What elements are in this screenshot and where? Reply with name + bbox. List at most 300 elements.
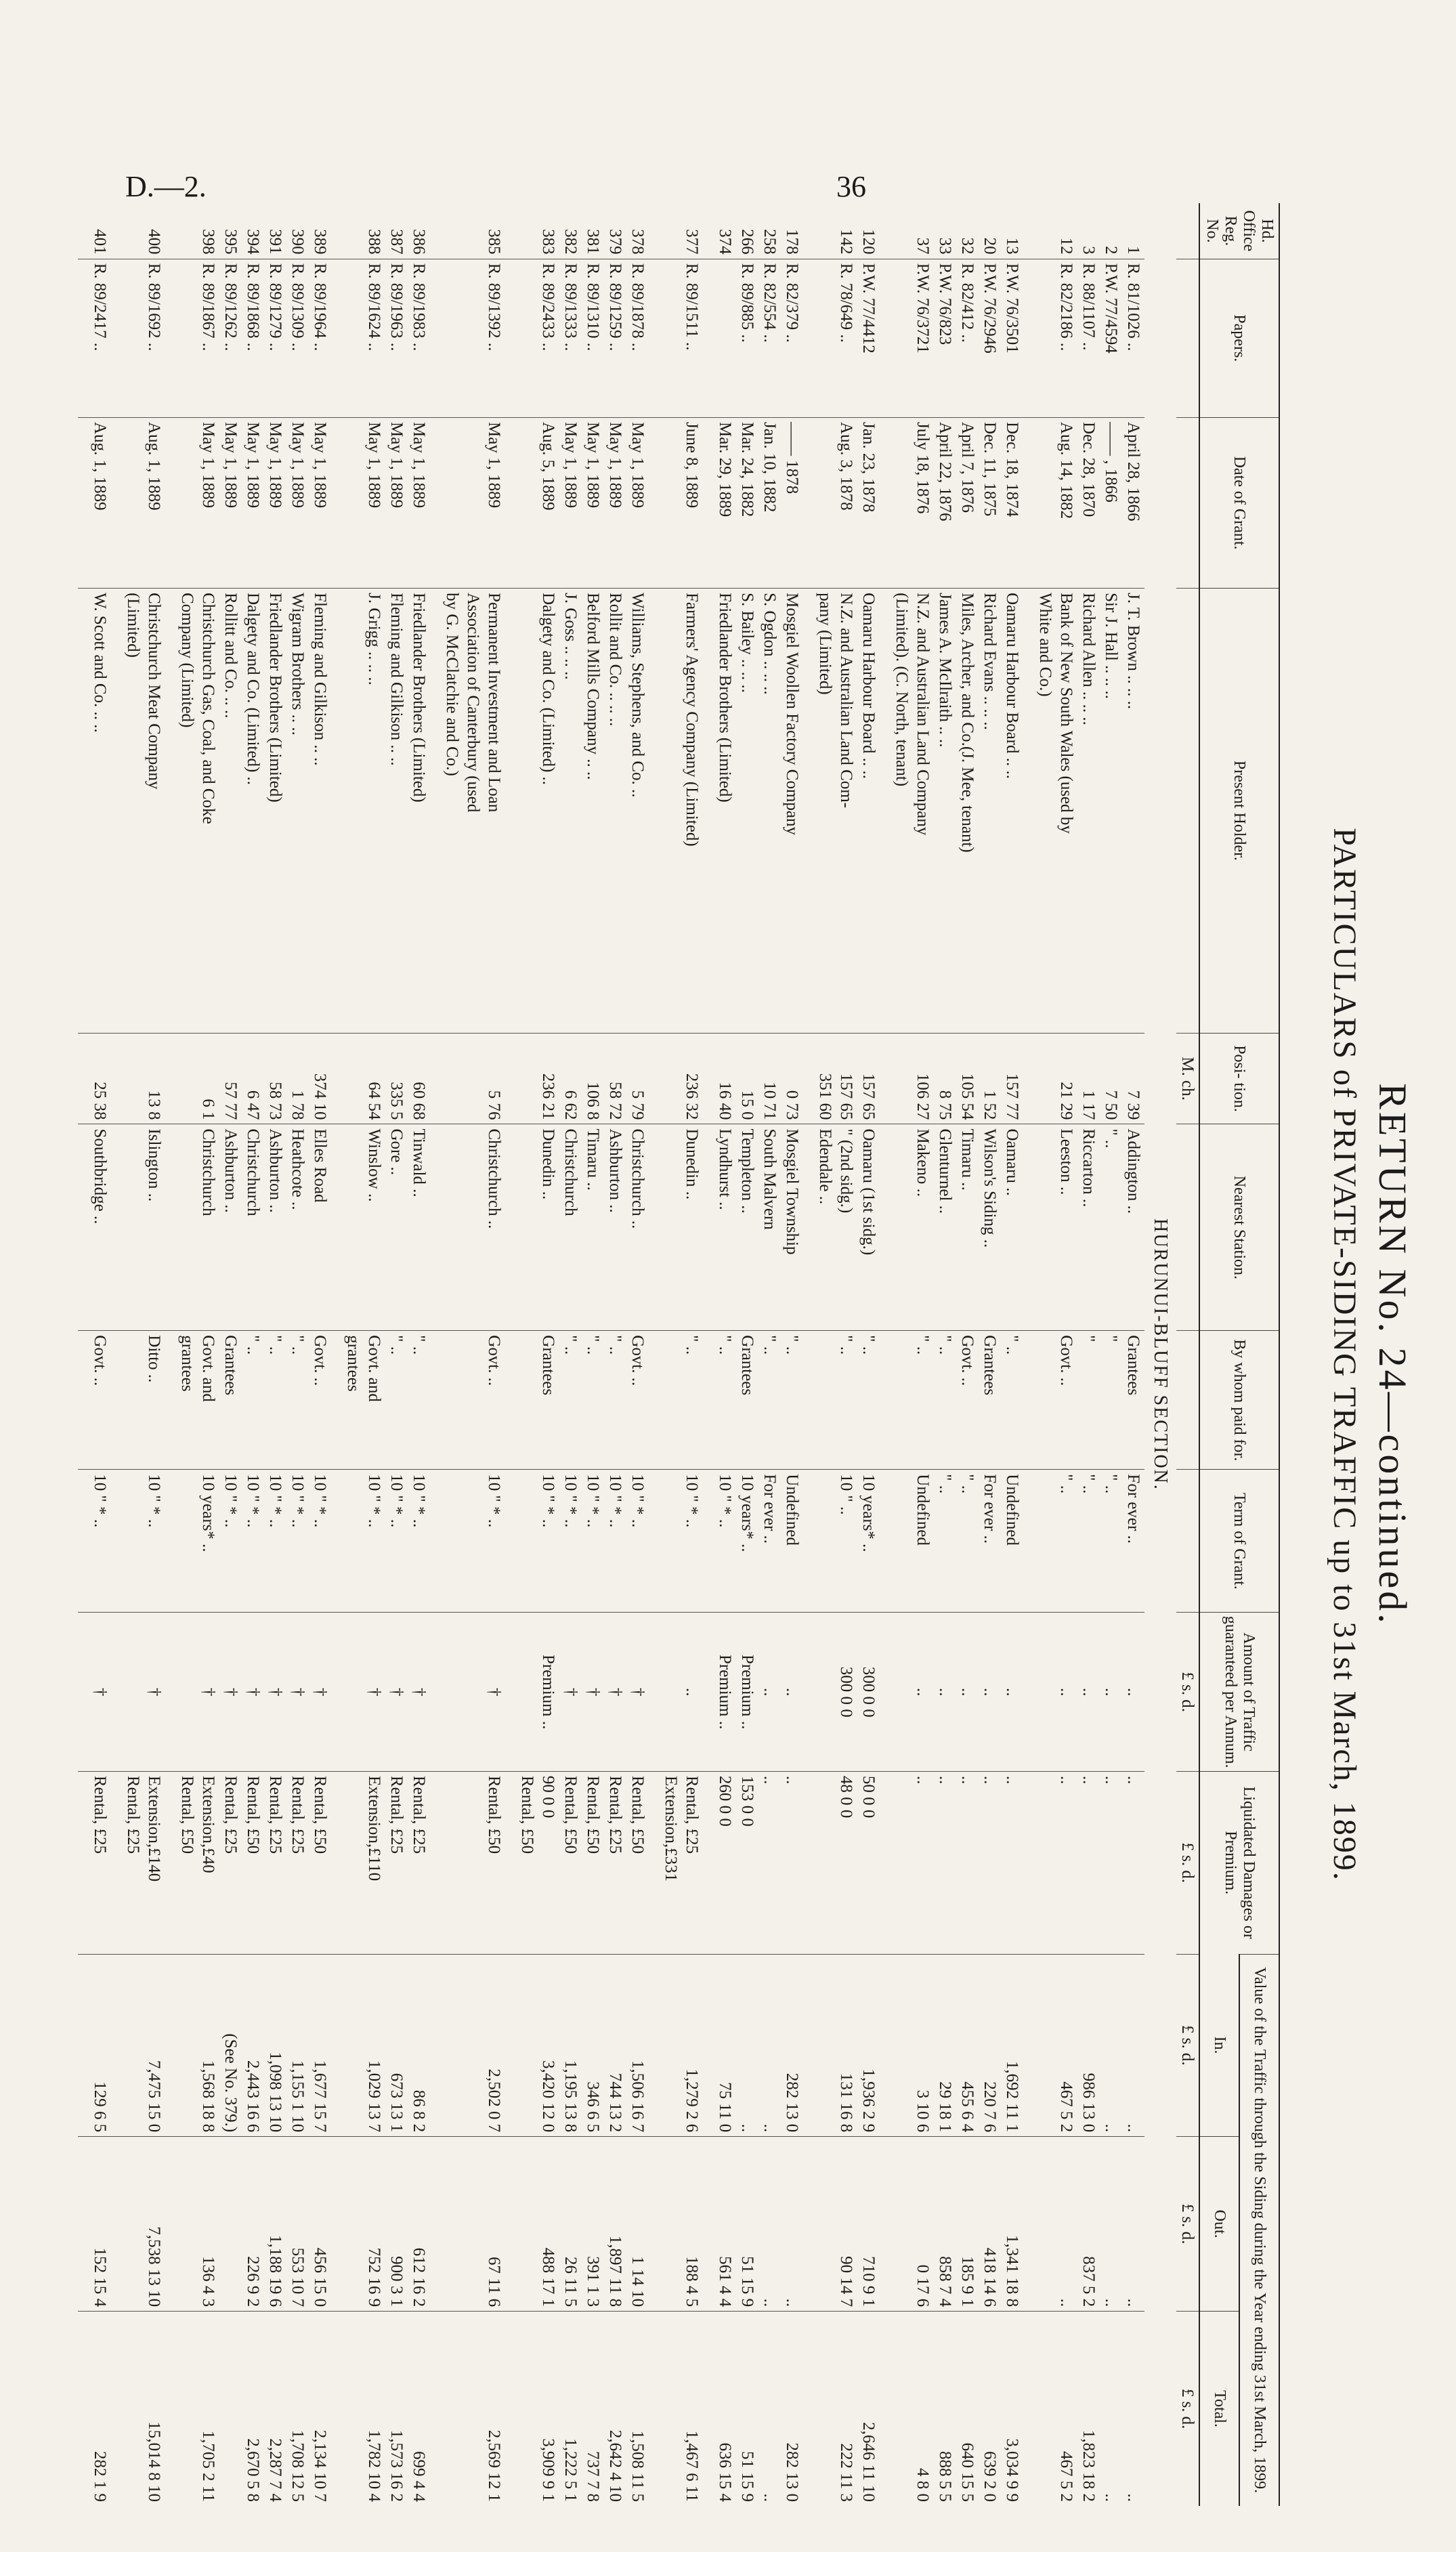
cell-paid-by: [264, 1331, 286, 1470]
cell-paid-by: [979, 1331, 1001, 1470]
cell-line: " ..: [716, 1335, 734, 1355]
spacer-cell: [649, 203, 660, 259]
cell-term: [264, 1470, 286, 1613]
cell-damages: [660, 1771, 703, 1954]
cell-line: 188 4 5: [683, 2256, 701, 2308]
col-position: Posi- tion.: [1199, 1033, 1279, 1124]
cell-line: 10 " * ..: [606, 1474, 624, 1528]
cell-line: 25 38: [91, 1082, 109, 1120]
cell-line: 456 15 0: [311, 2247, 329, 2308]
cell-station: [176, 1124, 219, 1331]
cell-traffic-in: [408, 1954, 430, 2137]
cell-holder: [714, 589, 736, 1034]
cell-traffic-in: [264, 1954, 286, 2137]
cell-line: April 28, 1866: [1124, 422, 1142, 522]
cell-guaranteed: [385, 1613, 408, 1771]
cell-line: †: [288, 1687, 307, 1697]
spacer-cell: [880, 2312, 891, 2506]
cell-line: 1: [1124, 246, 1142, 255]
col-damages: Liquidated Damages or Premium.: [1199, 1771, 1279, 1954]
cell-holder: [814, 589, 857, 1034]
cell-traffic-total: [758, 2312, 781, 2506]
spacer-cell: [78, 2137, 89, 2312]
cell-line: R. 89/1624 ..: [365, 263, 383, 352]
cell-holder: [1122, 589, 1144, 1034]
cell-line: 129 6 5: [91, 2081, 109, 2133]
spacer-cell: [331, 2312, 342, 2506]
cell-line: ..: [1057, 1775, 1075, 1785]
group-spacer: [331, 203, 342, 2506]
cell-paid-by: [122, 1331, 165, 1470]
cell-office-no: [441, 203, 505, 259]
cell-damages: [441, 1771, 505, 1954]
cell-line: 10 " * ..: [244, 1474, 262, 1528]
spacer-cell: [111, 1613, 122, 1771]
spacer-cell: [505, 1954, 516, 2137]
cell-damages: [781, 1771, 803, 1954]
cell-line: Wigram Brothers .. ..: [288, 593, 307, 736]
cell-traffic-in: [626, 1954, 649, 2137]
cell-station: [408, 1124, 430, 1331]
cell-term: [342, 1470, 385, 1613]
cell-damages: [219, 1771, 242, 1954]
cell-line: Rental, £25: [387, 1775, 406, 1854]
spacer-cell: [649, 418, 660, 589]
spacer-cell: [803, 2312, 814, 2506]
table-row: [309, 203, 331, 2506]
cell-line: April 7, 1876: [958, 422, 977, 513]
cell-traffic-in: [979, 1954, 1001, 2137]
cell-line: Gore ..: [387, 1128, 406, 1176]
cell-line: " ..: [1079, 1474, 1098, 1494]
section-row: [1144, 203, 1176, 2506]
cell-line: July 18, 1876: [914, 422, 932, 514]
cell-station: [385, 1124, 408, 1331]
cell-line: Grantees: [539, 1335, 557, 1396]
cell-line: " ..: [1102, 1474, 1120, 1494]
cell-traffic-total: [1100, 2312, 1122, 2506]
cell-damages: [89, 1771, 111, 1954]
cell-traffic-total: [176, 2312, 219, 2506]
cell-line: S. Bailey .. .. ..: [738, 593, 756, 694]
cell-line: 636 15 4: [716, 2442, 734, 2502]
spacer-cell: [703, 1771, 714, 1954]
cell-line: Christchurch ..: [485, 1128, 503, 1229]
group-spacer: [880, 203, 891, 2506]
cell-line: " ..: [606, 1335, 624, 1355]
cell-line: ..: [1079, 1687, 1098, 1697]
spacer-cell: [505, 589, 516, 1034]
cell-line: 986 13 0: [1079, 2072, 1098, 2133]
spacer-cell: [1023, 589, 1034, 1034]
cell-line: 7 50: [1102, 1090, 1120, 1120]
cell-line: R. 82/412 ..: [958, 263, 977, 343]
cell-line: ..: [1102, 2493, 1120, 2502]
cell-line: 15,014 8 10: [145, 2421, 163, 2502]
spacer-cell: [1023, 259, 1034, 417]
cell-position: [516, 1033, 559, 1124]
cell-line: 300 0 0: [837, 1666, 855, 1718]
cell-traffic-total: [408, 2312, 430, 2506]
cell-damages: [758, 1771, 781, 1954]
cell-line: 226 9 2: [244, 2256, 262, 2308]
units-out: £ s. d.: [1176, 2137, 1199, 2312]
cell-damages: [342, 1771, 385, 1954]
cell-line: May 1, 1889: [311, 422, 329, 509]
cell-line: 266: [738, 229, 756, 255]
cell-office-no: [736, 203, 758, 259]
cell-line: 157 65: [859, 1073, 878, 1120]
header-row-1: [1239, 203, 1279, 2506]
table-row: [814, 203, 857, 2506]
cell-line: " ..: [761, 1335, 779, 1355]
spacer-cell: [78, 1954, 89, 2137]
cell-line: Rental, £25: [91, 1775, 109, 1854]
cell-traffic-out: [1077, 2137, 1100, 2312]
cell-line: 390: [288, 229, 307, 255]
cell-guaranteed: [1122, 1613, 1144, 1771]
cell-line: Dec. 11, 1875: [981, 422, 999, 517]
cell-position: [891, 1033, 934, 1124]
cell-line: " ..: [288, 1335, 307, 1355]
cell-date: [219, 418, 242, 589]
spacer-cell: [430, 1954, 441, 2137]
cell-line: Govt. ..: [1057, 1335, 1075, 1386]
cell-line: S. Ogdon .. .. ..: [761, 593, 779, 695]
cell-station: [1122, 1124, 1144, 1331]
cell-line: R. 89/1692 ..: [145, 263, 163, 352]
col-station: Nearest Station.: [1199, 1124, 1279, 1331]
cell-traffic-total: [559, 2312, 582, 2506]
cell-line: 2: [1102, 246, 1120, 255]
cell-holder: [758, 589, 781, 1034]
cell-line: 20: [981, 237, 999, 255]
cell-line: 391 1 3: [584, 2256, 602, 2308]
cell-line: ..: [1124, 1687, 1142, 1697]
spacer-cell: [703, 2137, 714, 2312]
spacer-cell: [649, 1771, 660, 1954]
cell-line: R. 89/1868 ..: [244, 263, 262, 352]
cell-damages: [956, 1771, 979, 1954]
cell-line: —— , 1866: [1102, 422, 1120, 503]
table-row: [736, 203, 758, 2506]
cell-line: May 1, 1889: [365, 422, 383, 509]
cell-line: Makeno ..: [914, 1128, 932, 1197]
cell-papers: [979, 259, 1001, 417]
cell-line: R. 89/1279 ..: [266, 263, 284, 352]
cell-traffic-out: [441, 2137, 505, 2312]
spacer-cell: [111, 259, 122, 417]
cell-line: P.W. 76/3721: [914, 263, 932, 354]
spacer-cell: [505, 1613, 516, 1771]
cell-date: [516, 418, 559, 589]
cell-line: 379: [606, 229, 624, 255]
cell-term: [242, 1470, 264, 1613]
cell-line: Extension,£140: [145, 1775, 163, 1882]
cell-office-no: [408, 203, 430, 259]
cell-paid-by: [626, 1331, 649, 1470]
cell-position: [857, 1033, 880, 1124]
cell-line: May 1, 1889: [266, 422, 284, 509]
cell-papers: [385, 259, 408, 417]
cell-guaranteed: [342, 1613, 385, 1771]
cell-line: Grantees: [981, 1335, 999, 1396]
table-row: [714, 203, 736, 2506]
cell-paid-by: [814, 1331, 857, 1470]
cell-traffic-in: [1001, 1954, 1023, 2137]
cell-line: 400: [145, 229, 163, 255]
cell-line: May 1, 1889: [199, 422, 217, 509]
cell-line: pany (Limited): [816, 593, 834, 695]
cell-line: ..: [1124, 2493, 1142, 2502]
cell-line: Rental, £25: [221, 1775, 240, 1854]
cell-station: [604, 1124, 626, 1331]
cell-traffic-out: [604, 2137, 626, 2312]
col-guaranteed: Amount of Traffic guaranteed per Annum.: [1199, 1613, 1279, 1771]
cell-line: Premium ..: [539, 1654, 557, 1730]
cell-line: 1,568 18 8: [199, 2060, 217, 2133]
cell-traffic-in: [604, 1954, 626, 2137]
cell-date: [714, 418, 736, 589]
cell-line: 837 5 2: [1079, 2256, 1098, 2308]
cell-position: [385, 1033, 408, 1124]
units-damages: £ s. d.: [1176, 1771, 1199, 1954]
cell-damages: [714, 1771, 736, 1954]
cell-station: [934, 1124, 956, 1331]
spacer-cell: [505, 1470, 516, 1613]
spacer-cell: [649, 1470, 660, 1613]
cell-guaranteed: [1001, 1613, 1023, 1771]
cell-office-no: [286, 203, 309, 259]
cell-line: Riccarton ..: [1079, 1128, 1098, 1208]
cell-line: 15 0: [738, 1090, 756, 1120]
cell-papers: [264, 259, 286, 417]
spacer-cell: [430, 2312, 441, 2506]
cell-line: 0 17 6: [914, 2264, 932, 2308]
units-guaranteed: £ s. d.: [1176, 1613, 1199, 1771]
cell-paid-by: [758, 1331, 781, 1470]
cell-damages: [385, 1771, 408, 1954]
cell-station: [264, 1124, 286, 1331]
cell-term: [408, 1470, 430, 1613]
cell-line: May 1, 1889: [606, 422, 624, 509]
cell-line: 382: [561, 229, 580, 255]
cell-line: 888 5 5: [936, 2451, 954, 2502]
cell-line: 236 32: [683, 1073, 701, 1120]
cell-line: 64 54: [365, 1082, 383, 1120]
cell-line: Mosgiel Woollen Factory Company: [783, 593, 801, 836]
cell-line: 2,642 4 10: [606, 2429, 624, 2502]
cell-line: 374 10: [311, 1073, 329, 1120]
cell-line: 260 0 0: [716, 1775, 734, 1827]
cell-station: [441, 1124, 505, 1331]
cell-guaranteed: [176, 1613, 219, 1771]
cell-line: 1,782 10 4: [365, 2429, 383, 2502]
cell-traffic-out: [516, 2137, 559, 2312]
cell-paid-by: [891, 1331, 934, 1470]
spacer-cell: [880, 1771, 891, 1954]
cell-line: 1,573 16 2: [387, 2429, 406, 2502]
cell-traffic-total: [934, 2312, 956, 2506]
cell-holder: [934, 589, 956, 1034]
cell-line: grantees: [344, 1335, 362, 1392]
cell-traffic-in: [934, 1954, 956, 2137]
cell-date: [559, 418, 582, 589]
cell-term: [1001, 1470, 1023, 1613]
cell-office-no: [626, 203, 649, 259]
cell-station: [626, 1124, 649, 1331]
spacer-cell: [430, 589, 441, 1034]
cell-line: 6 1: [199, 1099, 217, 1120]
cell-office-no: [242, 203, 264, 259]
cell-line: 2,670 5 8: [244, 2438, 262, 2502]
page-number: 36: [836, 170, 866, 203]
cell-date: [814, 418, 857, 589]
cell-line: Aug. 5, 1889: [539, 422, 557, 511]
group-spacer: [703, 203, 714, 2506]
spacer-cell: [165, 2137, 176, 2312]
cell-line: 185 9 1: [958, 2256, 977, 2308]
cell-line: ..: [1102, 2298, 1120, 2308]
cell-station: [891, 1124, 934, 1331]
cell-line: " ..: [783, 1335, 801, 1355]
cell-position: [219, 1033, 242, 1124]
cell-station: [1100, 1124, 1122, 1331]
cell-line: 51 15 9: [738, 2256, 756, 2308]
cell-office-no: [1001, 203, 1023, 259]
cell-guaranteed: [219, 1613, 242, 1771]
cell-line: 710 9 1: [859, 2256, 878, 2308]
cell-line: R. 89/1392 ..: [485, 263, 503, 352]
cell-papers: [956, 259, 979, 417]
cell-date: [342, 418, 385, 589]
cell-guaranteed: [559, 1613, 582, 1771]
cell-position: [342, 1033, 385, 1124]
spacer-cell: [803, 1033, 814, 1124]
cell-line: Rental, £50: [628, 1775, 647, 1854]
cell-position: [176, 1033, 219, 1124]
spacer-cell: [703, 589, 714, 1034]
cell-line: Sir J. Hall .. .. ..: [1102, 593, 1120, 700]
spacer-cell: [78, 2312, 89, 2506]
cell-line: 10 " ..: [837, 1474, 855, 1515]
cell-line: ..: [958, 1775, 977, 1785]
cell-line: †: [584, 1687, 602, 1697]
cell-holder: [516, 589, 559, 1034]
cell-date: [604, 418, 626, 589]
cell-line: 258: [761, 229, 779, 255]
cell-traffic-total: [342, 2312, 385, 2506]
cell-paid-by: [408, 1331, 430, 1470]
cell-position: [934, 1033, 956, 1124]
cell-traffic-out: [857, 2137, 880, 2312]
cell-traffic-total: [781, 2312, 803, 2506]
spacer-cell: [430, 418, 441, 589]
cell-paid-by: [956, 1331, 979, 1470]
cell-line: †: [221, 1687, 240, 1697]
col-term: Term of Grant.: [1199, 1470, 1279, 1613]
spacer-cell: [111, 1771, 122, 1954]
cell-office-no: [122, 203, 165, 259]
cell-traffic-in: [242, 1954, 264, 2137]
cell-date: [89, 418, 111, 589]
cell-term: [309, 1470, 331, 1613]
cell-line: 1,508 11 5: [628, 2430, 647, 2502]
units-total: £ s. d.: [1176, 2312, 1199, 2506]
cell-position: [89, 1033, 111, 1124]
cell-line: †: [244, 1687, 262, 1697]
cell-damages: [934, 1771, 956, 1954]
cell-guaranteed: [604, 1613, 626, 1771]
cell-damages: [582, 1771, 604, 1954]
cell-guaranteed: [441, 1613, 505, 1771]
cell-line: 10 " * ..: [387, 1474, 406, 1528]
cell-damages: [979, 1771, 1001, 1954]
cell-line: 737 7 8: [584, 2451, 602, 2502]
table-row: [1100, 203, 1122, 2506]
cell-line: 26 11 5: [561, 2257, 580, 2308]
cell-paid-by: [309, 1331, 331, 1470]
cell-line: Aug. 3, 1878: [837, 422, 855, 511]
cell-line: R. 89/1309 ..: [288, 263, 307, 352]
table-row: [242, 203, 264, 2506]
cell-line: Williams, Stephens, and Co. ..: [628, 593, 647, 798]
cell-line: 106 8: [584, 1082, 602, 1120]
cell-traffic-out: [286, 2137, 309, 2312]
cell-traffic-in: [516, 1954, 559, 2137]
spacer-cell: [803, 1124, 814, 1331]
spacer-cell: [331, 1771, 342, 1954]
cell-station: [242, 1124, 264, 1331]
cell-station: [286, 1124, 309, 1331]
cell-line: 1 17: [1079, 1090, 1098, 1120]
cell-guaranteed: [1100, 1613, 1122, 1771]
cell-line: 157 65: [837, 1073, 855, 1120]
cell-line: ..: [783, 1687, 801, 1697]
cell-line: 58 73: [266, 1082, 284, 1120]
group-spacer: [165, 203, 176, 2506]
cell-line: 10 " * ..: [683, 1474, 701, 1528]
cell-papers: [89, 259, 111, 417]
spacer-cell: [165, 203, 176, 259]
spacer-cell: [430, 1124, 441, 1331]
cell-line: R. 89/2417 ..: [91, 263, 109, 352]
spacer-cell: [111, 2137, 122, 2312]
cell-line: 388: [365, 229, 383, 255]
cell-line: R. 89/885 ..: [738, 263, 756, 343]
cell-station: [582, 1124, 604, 1331]
cell-term: [219, 1470, 242, 1613]
cell-traffic-total: [441, 2312, 505, 2506]
cell-office-no: [385, 203, 408, 259]
spacer-cell: [78, 203, 89, 259]
cell-holder: [342, 589, 385, 1034]
cell-paid-by: [385, 1331, 408, 1470]
cell-line: Fleming and Gilkison .. ..: [311, 593, 329, 766]
cell-paid-by: [934, 1331, 956, 1470]
cell-position: [1077, 1033, 1100, 1124]
cell-line: 335 5: [387, 1082, 406, 1120]
cell-guaranteed: [979, 1613, 1001, 1771]
cell-line: Rental, £50: [518, 1775, 536, 1854]
cell-papers: [242, 259, 264, 417]
cell-line: Edendale ..: [816, 1128, 834, 1205]
cell-term: [604, 1470, 626, 1613]
cell-traffic-out: [385, 2137, 408, 2312]
cell-position: [814, 1033, 857, 1124]
spacer-cell: [165, 1771, 176, 1954]
spacer-cell: [803, 1613, 814, 1771]
